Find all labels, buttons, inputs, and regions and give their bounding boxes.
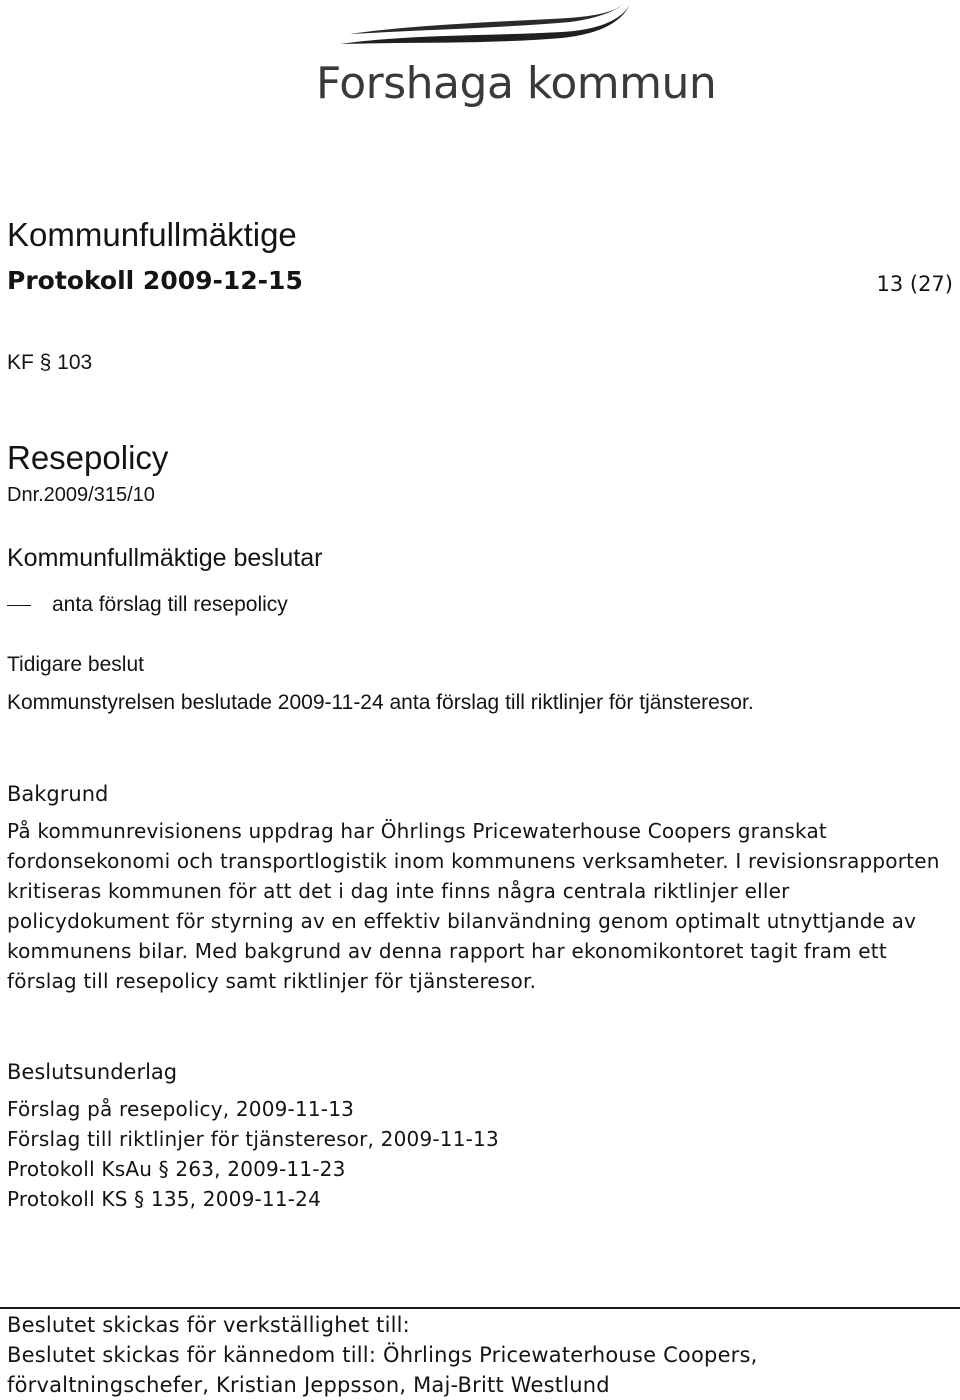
- list-item: Protokoll KS § 135, 2009-11-24: [7, 1187, 322, 1211]
- diary-number: Dnr.2009/315/10: [7, 484, 155, 506]
- basis-heading: Beslutsunderlag: [7, 1060, 178, 1084]
- decision-heading: Kommunfullmäktige beslutar: [7, 544, 323, 572]
- paragraph-reference: KF § 103: [7, 351, 93, 374]
- protocol-date: Protokoll 2009-12-15: [7, 266, 303, 295]
- list-item: Förslag på resepolicy, 2009-11-13: [7, 1097, 355, 1121]
- footer-execution: Beslutet skickas för verkställighet till:: [7, 1313, 410, 1337]
- list-item: Protokoll KsAu § 263, 2009-11-23: [7, 1157, 346, 1181]
- background-heading: Bakgrund: [7, 782, 109, 806]
- logo-swoosh-upper: [350, 2, 626, 34]
- basis-list: [7, 1094, 499, 1214]
- footer-information-continued: förvaltningschefer, Kristian Jeppsson, Maj-Britt Westlund: [7, 1373, 610, 1397]
- previous-decision-heading: Tidigare beslut: [7, 653, 144, 676]
- dash-bullet-icon: [7, 605, 31, 606]
- background-text: På kommunrevisionens uppdrag har Öhrlings Pricewaterhouse Coopers granskat fordonsekonomi och transportlogistik inom kommunens verksamheter. I revisionsrapporten kritiseras kommunen för att det i dag inte finns några centrala riktlinjer eller policydokument för styrning av en effektiv bilanvändning genom optimalt utnyttjande av kommunens bilar. Med bakgrund av denna rapport har ekonomikontoret tagit fram ett förslag till resepolicy samt riktlinjer för tjänsteresor.: [7, 819, 940, 993]
- decision-item: anta förslag till resepolicy: [52, 593, 288, 616]
- section-title: Resepolicy: [7, 439, 169, 476]
- logo-wordmark: Forshaga kommun: [316, 58, 717, 109]
- page-number: 13 (27): [876, 272, 953, 296]
- document-title: Kommunfullmäktige: [7, 216, 297, 253]
- list-item: Förslag till riktlinjer för tjänsteresor, 2009-11-13: [7, 1127, 499, 1151]
- footer-divider: [0, 1307, 960, 1309]
- footer-information: Beslutet skickas för kännedom till: Öhrlings Pricewaterhouse Coopers,: [7, 1343, 758, 1367]
- previous-decision-text: Kommunstyrelsen beslutade 2009-11-24 anta förslag till riktlinjer för tjänsteresor.: [7, 691, 754, 714]
